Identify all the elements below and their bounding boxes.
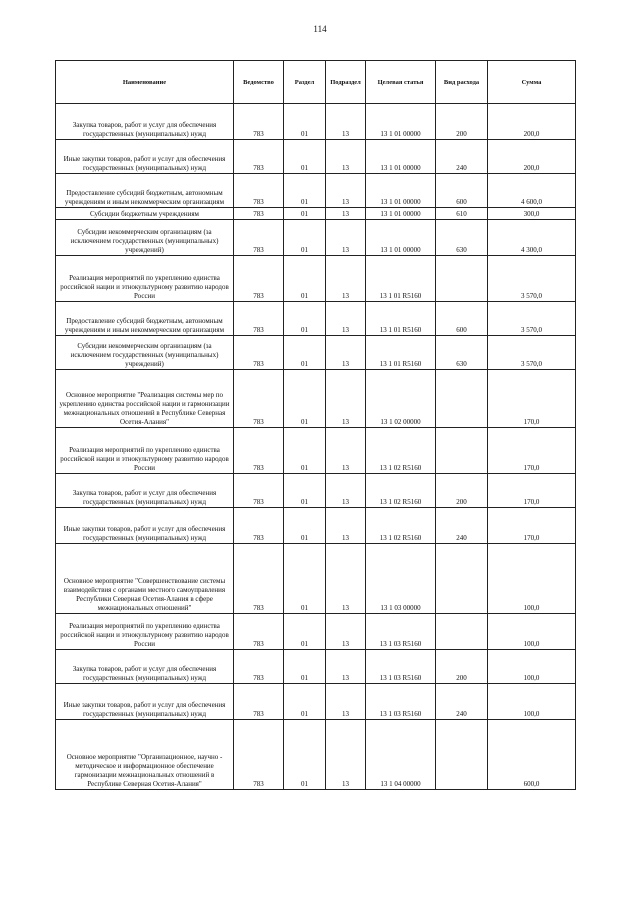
header-expense-type: Вид расхода xyxy=(436,61,488,104)
row-department: 783 xyxy=(234,256,284,302)
row-department: 783 xyxy=(234,336,284,370)
row-section: 01 xyxy=(284,256,326,302)
table-row xyxy=(56,720,576,790)
table-row xyxy=(56,614,576,650)
row-amount: 4 600,0 xyxy=(488,174,576,208)
row-target-item: 13 1 03 R5160 xyxy=(366,684,436,720)
table-row xyxy=(56,104,576,140)
row-section: 01 xyxy=(284,508,326,544)
row-name: Закупка товаров, работ и услуг для обеспечения государственных (муниципальных) нужд xyxy=(56,104,234,140)
row-section: 01 xyxy=(284,302,326,336)
row-department: 783 xyxy=(234,220,284,256)
row-amount: 4 300,0 xyxy=(488,220,576,256)
row-target-item: 13 1 01 00000 xyxy=(366,208,436,220)
table-row xyxy=(56,208,576,220)
row-expense-type: 240 xyxy=(436,140,488,174)
table-row xyxy=(56,370,576,428)
row-expense-type: 600 xyxy=(436,174,488,208)
row-subsection: 13 xyxy=(326,174,366,208)
row-expense-type: 200 xyxy=(436,104,488,140)
row-target-item: 13 1 01 00000 xyxy=(366,174,436,208)
table-row xyxy=(56,684,576,720)
row-name: Иные закупки товаров, работ и услуг для обеспечения государственных (муниципальных) нужд xyxy=(56,140,234,174)
row-name: Субсидии бюджетным учреждениям xyxy=(56,208,234,220)
row-expense-type xyxy=(436,544,488,614)
row-section: 01 xyxy=(284,174,326,208)
row-amount: 300,0 xyxy=(488,208,576,220)
row-section: 01 xyxy=(284,208,326,220)
table-row xyxy=(56,174,576,208)
row-expense-type xyxy=(436,370,488,428)
row-subsection: 13 xyxy=(326,256,366,302)
row-name: Реализация мероприятий по укреплению единства российской нации и этнокультурному развитию народов России xyxy=(56,428,234,474)
row-name: Предоставление субсидий бюджетным, автономным учреждениям и иным некоммерческим организациям xyxy=(56,302,234,336)
row-section: 01 xyxy=(284,104,326,140)
row-name: Основное мероприятие "Организационное, научно - методическое и информационное обеспечение гармонизации межнациональных отношений в Республике Северная Осетия-Алания" xyxy=(56,720,234,790)
row-amount: 200,0 xyxy=(488,104,576,140)
row-section: 01 xyxy=(284,428,326,474)
row-department: 783 xyxy=(234,720,284,790)
row-name: Закупка товаров, работ и услуг для обеспечения государственных (муниципальных) нужд xyxy=(56,650,234,684)
header-target-item: Целевая статья xyxy=(366,61,436,104)
table-row xyxy=(56,428,576,474)
row-target-item: 13 1 02 R5160 xyxy=(366,428,436,474)
header-department: Ведомство xyxy=(234,61,284,104)
row-amount: 100,0 xyxy=(488,650,576,684)
table-row xyxy=(56,508,576,544)
row-name: Субсидии некоммерческим организациям (за исключением государственных (муниципальных) учреждений) xyxy=(56,336,234,370)
row-subsection: 13 xyxy=(326,508,366,544)
header-name: Наименование xyxy=(56,61,234,104)
row-expense-type: 240 xyxy=(436,684,488,720)
page-number: 114 xyxy=(313,24,327,34)
row-amount: 100,0 xyxy=(488,614,576,650)
row-name: Реализация мероприятий по укреплению единства российской нации и этнокультурному развитию народов России xyxy=(56,256,234,302)
row-name: Реализация мероприятий по укреплению единства российской нации и этнокультурному развитию народов России xyxy=(56,614,234,650)
row-department: 783 xyxy=(234,370,284,428)
row-name: Закупка товаров, работ и услуг для обеспечения государственных (муниципальных) нужд xyxy=(56,474,234,508)
row-target-item: 13 1 01 R5160 xyxy=(366,336,436,370)
table-row xyxy=(56,544,576,614)
row-department: 783 xyxy=(234,544,284,614)
row-target-item: 13 1 01 00000 xyxy=(366,104,436,140)
row-amount: 170,0 xyxy=(488,474,576,508)
row-target-item: 13 1 01 R5160 xyxy=(366,302,436,336)
row-subsection: 13 xyxy=(326,428,366,474)
header-section: Раздел xyxy=(284,61,326,104)
row-subsection: 13 xyxy=(326,614,366,650)
row-section: 01 xyxy=(284,140,326,174)
row-subsection: 13 xyxy=(326,336,366,370)
row-expense-type: 610 xyxy=(436,208,488,220)
row-department: 783 xyxy=(234,474,284,508)
row-section: 01 xyxy=(284,336,326,370)
row-section: 01 xyxy=(284,544,326,614)
row-subsection: 13 xyxy=(326,302,366,336)
row-target-item: 13 1 02 R5160 xyxy=(366,474,436,508)
table-row xyxy=(56,302,576,336)
row-subsection: 13 xyxy=(326,684,366,720)
row-subsection: 13 xyxy=(326,208,366,220)
table-row xyxy=(56,140,576,174)
row-department: 783 xyxy=(234,650,284,684)
row-section: 01 xyxy=(284,614,326,650)
row-target-item: 13 1 03 R5160 xyxy=(366,614,436,650)
row-department: 783 xyxy=(234,508,284,544)
row-expense-type: 600 xyxy=(436,302,488,336)
row-department: 783 xyxy=(234,104,284,140)
row-department: 783 xyxy=(234,614,284,650)
table-row xyxy=(56,256,576,302)
row-amount: 170,0 xyxy=(488,370,576,428)
row-target-item: 13 1 01 00000 xyxy=(366,140,436,174)
header-amount: Сумма xyxy=(488,61,576,104)
row-expense-type xyxy=(436,614,488,650)
row-section: 01 xyxy=(284,684,326,720)
table-row xyxy=(56,336,576,370)
row-department: 783 xyxy=(234,684,284,720)
row-subsection: 13 xyxy=(326,544,366,614)
row-department: 783 xyxy=(234,140,284,174)
row-department: 783 xyxy=(234,174,284,208)
row-amount: 3 570,0 xyxy=(488,302,576,336)
row-subsection: 13 xyxy=(326,220,366,256)
row-amount: 600,0 xyxy=(488,720,576,790)
row-amount: 170,0 xyxy=(488,508,576,544)
budget-table xyxy=(55,60,576,790)
row-expense-type: 200 xyxy=(436,474,488,508)
table-header-row xyxy=(56,61,576,104)
table-row xyxy=(56,220,576,256)
row-department: 783 xyxy=(234,428,284,474)
row-name: Иные закупки товаров, работ и услуг для обеспечения государственных (муниципальных) нужд xyxy=(56,508,234,544)
row-section: 01 xyxy=(284,650,326,684)
row-amount: 3 570,0 xyxy=(488,336,576,370)
row-target-item: 13 1 01 00000 xyxy=(366,220,436,256)
row-name: Предоставление субсидий бюджетным, автономным учреждениям и иным некоммерческим организациям xyxy=(56,174,234,208)
row-expense-type: 240 xyxy=(436,508,488,544)
row-section: 01 xyxy=(284,720,326,790)
row-subsection: 13 xyxy=(326,474,366,508)
row-department: 783 xyxy=(234,302,284,336)
row-subsection: 13 xyxy=(326,140,366,174)
row-name: Иные закупки товаров, работ и услуг для обеспечения государственных (муниципальных) нужд xyxy=(56,684,234,720)
row-target-item: 13 1 03 00000 xyxy=(366,544,436,614)
row-target-item: 13 1 02 00000 xyxy=(366,370,436,428)
row-expense-type: 630 xyxy=(436,336,488,370)
header-subsection: Подраздел xyxy=(326,61,366,104)
row-name: Субсидии некоммерческим организациям (за исключением государственных (муниципальных) учреждений) xyxy=(56,220,234,256)
row-name: Основное мероприятие "Реализация системы мер по укреплению единства российской нации и гармонизации межнациональных отношений в Республике Северная Осетия-Алания" xyxy=(56,370,234,428)
row-target-item: 13 1 02 R5160 xyxy=(366,508,436,544)
row-target-item: 13 1 04 00000 xyxy=(366,720,436,790)
row-amount: 170,0 xyxy=(488,428,576,474)
row-expense-type: 630 xyxy=(436,220,488,256)
row-amount: 3 570,0 xyxy=(488,256,576,302)
row-section: 01 xyxy=(284,474,326,508)
row-amount: 100,0 xyxy=(488,684,576,720)
row-subsection: 13 xyxy=(326,104,366,140)
row-expense-type xyxy=(436,720,488,790)
row-target-item: 13 1 01 R5160 xyxy=(366,256,436,302)
row-amount: 100,0 xyxy=(488,544,576,614)
row-target-item: 13 1 03 R5160 xyxy=(366,650,436,684)
row-subsection: 13 xyxy=(326,650,366,684)
row-subsection: 13 xyxy=(326,370,366,428)
table-row xyxy=(56,474,576,508)
row-expense-type: 200 xyxy=(436,650,488,684)
row-expense-type xyxy=(436,428,488,474)
row-section: 01 xyxy=(284,370,326,428)
row-subsection: 13 xyxy=(326,720,366,790)
row-name: Основное мероприятие "Совершенствование системы взаимодействия с органами местного самоуправления Республики Северная Осетия-Алания в сфере межнациональных отношений" xyxy=(56,544,234,614)
row-expense-type xyxy=(436,256,488,302)
row-section: 01 xyxy=(284,220,326,256)
row-amount: 200,0 xyxy=(488,140,576,174)
table-row xyxy=(56,650,576,684)
row-department: 783 xyxy=(234,208,284,220)
